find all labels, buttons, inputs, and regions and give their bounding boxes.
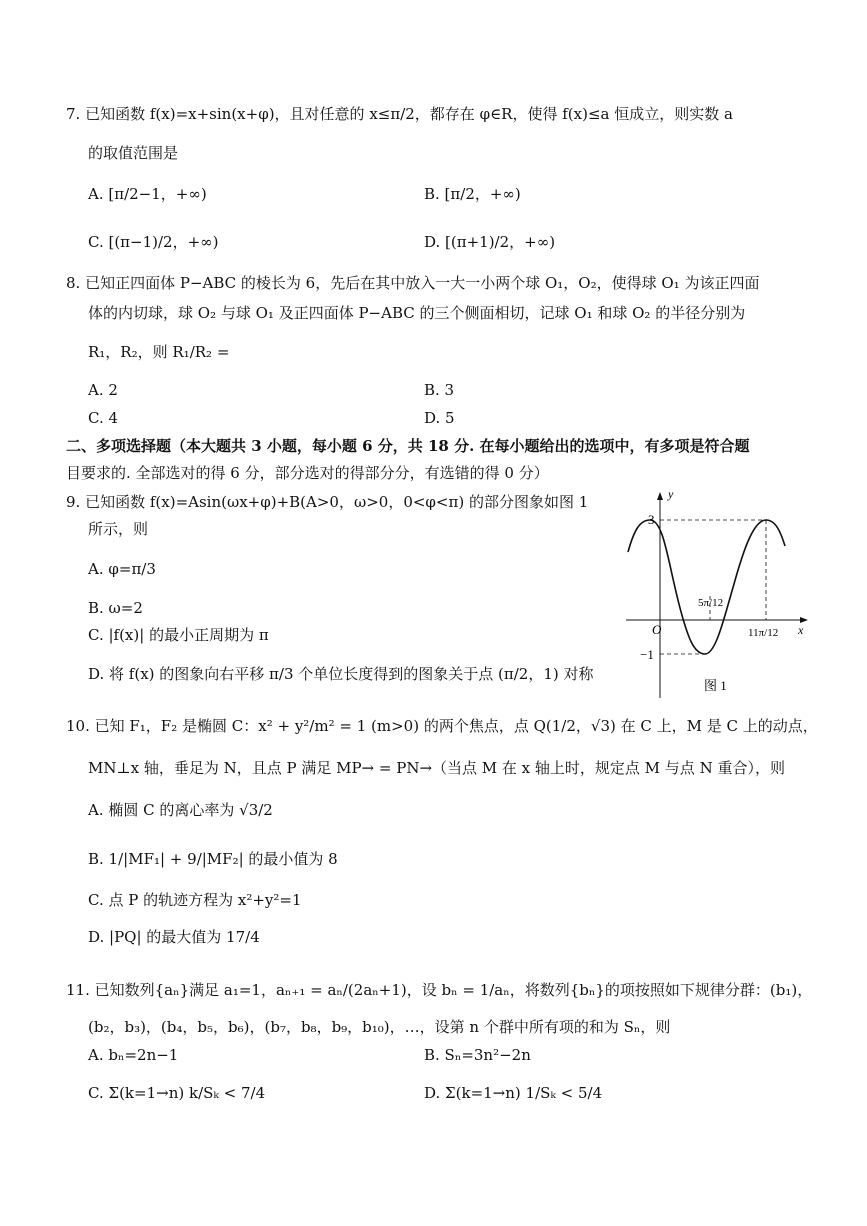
origin-label: O bbox=[652, 622, 662, 637]
q7-stem-line2: 的取值范围是 bbox=[88, 144, 179, 162]
q10-option-d: D. |PQ| 的最大值为 17/4 bbox=[88, 928, 260, 946]
q9-option-c: C. |f(x)| 的最小正周期为 π bbox=[88, 626, 269, 644]
section2-instructions: 目要求的. 全部选对的得 6 分，部分选对的得部分分，有选错的得 0 分） bbox=[66, 464, 549, 482]
q11-option-b: B. Sₙ=3n²−2n bbox=[424, 1046, 531, 1064]
q7-option-d: D. [(π+1)/2，+∞) bbox=[424, 233, 556, 251]
x-axis-label: x bbox=[798, 623, 804, 637]
q10-option-c: C. 点 P 的轨迹方程为 x²+y²=1 bbox=[88, 891, 302, 909]
q7-stem-line1: 7. 已知函数 f(x)=x+sin(x+φ)，且对任意的 x≤π/2，都存在 φ∈R，使得 f(x)≤a 恒成立，则实数 a bbox=[66, 105, 733, 123]
q8-stem-line2: 体的内切球，球 O₂ 与球 O₁ 及正四面体 P−ABC 的三个侧面相切，记球 O₁ 和球 O₂ 的半径分别为 bbox=[88, 304, 746, 322]
q7-option-c: C. [(π−1)/2，+∞) bbox=[88, 233, 219, 251]
x-tick-11pi-12: 11π/12 bbox=[748, 627, 779, 639]
q9-stem-line1: 9. 已知函数 f(x)=Asin(ωx+φ)+B(A>0，ω>0，0<φ<π) 的部分图象如图 1 bbox=[66, 493, 589, 511]
q8-stem-line3: R₁，R₂，则 R₁/R₂ = bbox=[88, 343, 230, 361]
q10-option-b: B. 1/|MF₁| + 9/|MF₂| 的最小值为 8 bbox=[88, 850, 338, 868]
q10-option-a: A. 椭圆 C 的离心率为 √3/2 bbox=[88, 801, 273, 819]
q11-stem-line2: (b₂，b₃)，(b₄，b₅，b₆)，(b₇，b₈，b₉，b₁₀)，…，设第 n 个群中所有项的和为 Sₙ，则 bbox=[88, 1018, 671, 1036]
q9-option-b: B. ω=2 bbox=[88, 599, 143, 617]
q9-option-d: D. 将 f(x) 的图象向右平移 π/3 个单位长度得到的图象关于点 (π/2，1) 对称 bbox=[88, 665, 594, 683]
y-axis-label: y bbox=[668, 488, 674, 501]
q10-stem-line2: MN⊥x 轴，垂足为 N，且点 P 满足 MP→ = PN→（当点 M 在 x 轴上时，规定点 M 与点 N 重合），则 bbox=[88, 759, 785, 777]
q9-option-a: A. φ=π/3 bbox=[88, 560, 156, 578]
q8-option-a: A. 2 bbox=[88, 381, 118, 399]
y-max-label: 3 bbox=[648, 512, 655, 527]
section2-heading: 二、多项选择题（本大题共 3 小题，每小题 6 分，共 18 分. 在每小题给出的选项中，有多项是符合题 bbox=[66, 437, 750, 455]
q7-option-a: A. [π/2−1，+∞) bbox=[88, 185, 207, 203]
q8-option-c: C. 4 bbox=[88, 409, 119, 427]
figure-1-graph bbox=[618, 488, 818, 708]
y-min-label: −1 bbox=[640, 647, 654, 662]
figure-caption: 图 1 bbox=[704, 678, 727, 693]
q11-stem-line1: 11. 已知数列{aₙ}满足 a₁=1，aₙ₊₁ = aₙ/(2aₙ+1)，设 bₙ = 1/aₙ，将数列{bₙ}的项按照如下规律分群：(b₁)， bbox=[66, 981, 813, 999]
q11-option-a: A. bₙ=2n−1 bbox=[88, 1046, 179, 1064]
q10-stem-line1: 10. 已知 F₁，F₂ 是椭圆 C：x² + y²/m² = 1 (m>0) 的两个焦点，点 Q(1/2，√3) 在 C 上，M 是 C 上的动点， bbox=[66, 717, 818, 735]
y-axis-arrow bbox=[657, 492, 663, 500]
q9-stem-line2: 所示，则 bbox=[88, 520, 149, 538]
x-tick-5pi-12: 5π/12 bbox=[698, 597, 724, 609]
q8-stem-line1: 8. 已知正四面体 P−ABC 的棱长为 6，先后在其中放入一大一小两个球 O₁，O₂，使得球 O₁ 为该正四面 bbox=[66, 274, 760, 292]
q8-option-d: D. 5 bbox=[424, 409, 455, 427]
q8-option-b: B. 3 bbox=[424, 381, 455, 399]
q7-option-b: B. [π/2，+∞) bbox=[424, 185, 521, 203]
q11-option-c: C. Σ(k=1→n) k/Sₖ < 7/4 bbox=[88, 1084, 266, 1102]
q11-option-d: D. Σ(k=1→n) 1/Sₖ < 5/4 bbox=[424, 1084, 603, 1102]
